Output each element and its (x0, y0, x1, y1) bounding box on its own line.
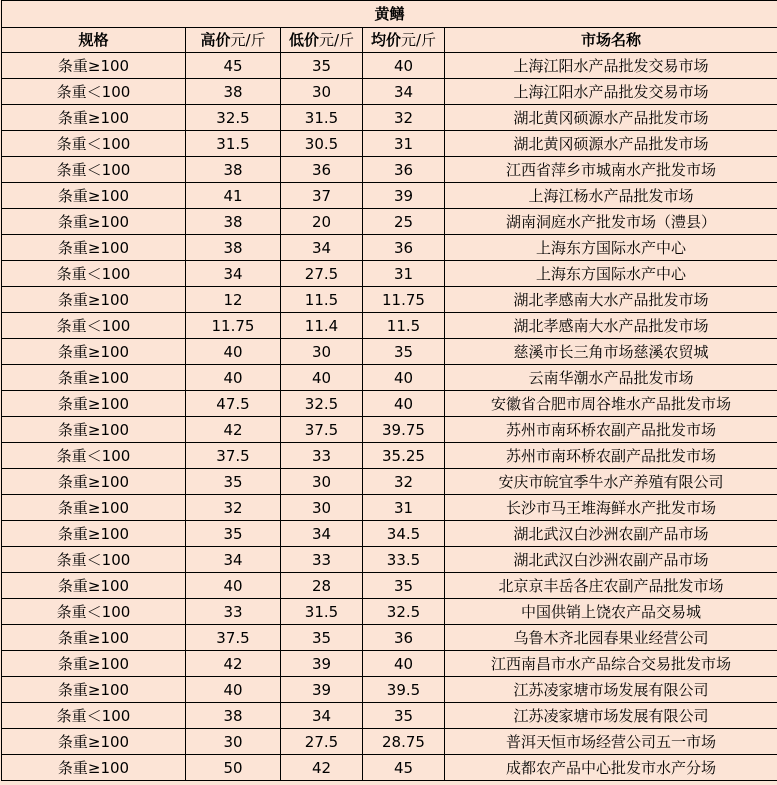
header-row (2, 28, 777, 53)
cell-avg: 25 (363, 209, 445, 235)
table-title: 黄鳝 (2, 1, 777, 28)
header-spec: 规格 (2, 28, 186, 53)
cell-high: 41 (186, 183, 281, 209)
table-row (2, 391, 777, 417)
cell-avg: 34 (363, 79, 445, 105)
cell-market: 慈溪市长三角市场慈溪农贸城 (445, 339, 777, 365)
cell-low: 11.5 (281, 287, 363, 313)
cell-market: 湖北孝感南大水产品批发市场 (445, 313, 777, 339)
cell-avg: 40 (363, 365, 445, 391)
cell-spec: 条重≥100 (2, 677, 186, 703)
cell-low: 34 (281, 521, 363, 547)
cell-avg: 33.5 (363, 547, 445, 573)
cell-spec: 条重≥100 (2, 287, 186, 313)
table-row (2, 157, 777, 183)
table-row (2, 521, 777, 547)
cell-low: 39 (281, 651, 363, 677)
table-row (2, 79, 777, 105)
cell-avg: 32 (363, 105, 445, 131)
cell-high: 38 (186, 79, 281, 105)
cell-avg: 36 (363, 625, 445, 651)
table-body (2, 53, 777, 781)
cell-market: 江西省萍乡市城南水产批发市场 (445, 157, 777, 183)
cell-spec: 条重＜100 (2, 261, 186, 287)
cell-avg: 40 (363, 651, 445, 677)
cell-market: 中国供销上饶农产品交易城 (445, 599, 777, 625)
cell-market: 湖北孝感南大水产品批发市场 (445, 287, 777, 313)
cell-market: 成都农产品中心批发市水产分场 (445, 755, 777, 781)
table-row (2, 287, 777, 313)
cell-market: 湖南洞庭水产批发市场（澧县） (445, 209, 777, 235)
table-row (2, 677, 777, 703)
cell-low: 36 (281, 157, 363, 183)
cell-avg: 34.5 (363, 521, 445, 547)
table-row (2, 651, 777, 677)
header-high (186, 28, 281, 53)
cell-high: 38 (186, 157, 281, 183)
table-row (2, 417, 777, 443)
cell-spec: 条重≥100 (2, 105, 186, 131)
table-row (2, 625, 777, 651)
cell-high: 38 (186, 703, 281, 729)
header-high-label: 高价 (200, 31, 231, 49)
cell-spec: 条重＜100 (2, 79, 186, 105)
cell-spec: 条重≥100 (2, 209, 186, 235)
cell-high: 35 (186, 469, 281, 495)
header-avg-label: 均价 (370, 31, 401, 49)
cell-avg: 31 (363, 495, 445, 521)
cell-low: 30.5 (281, 131, 363, 157)
cell-market: 湖北黄冈硕源水产品批发市场 (445, 105, 777, 131)
cell-market: 湖北黄冈硕源水产品批发市场 (445, 131, 777, 157)
table-row (2, 599, 777, 625)
cell-spec: 条重≥100 (2, 469, 186, 495)
cell-spec: 条重≥100 (2, 339, 186, 365)
cell-high: 11.75 (186, 313, 281, 339)
cell-market: 湖北武汉白沙洲农副产品市场 (445, 547, 777, 573)
cell-high: 32.5 (186, 105, 281, 131)
table-row (2, 53, 777, 79)
cell-high: 35 (186, 521, 281, 547)
table-row (2, 755, 777, 781)
cell-low: 39 (281, 677, 363, 703)
price-table (1, 0, 777, 781)
cell-market: 乌鲁木齐北园春果业经营公司 (445, 625, 777, 651)
cell-market: 上海东方国际水产中心 (445, 235, 777, 261)
cell-low: 31.5 (281, 599, 363, 625)
header-market: 市场名称 (445, 28, 777, 53)
cell-market: 江苏凌家塘市场发展有限公司 (445, 677, 777, 703)
cell-market: 上海江杨水产品批发市场 (445, 183, 777, 209)
table-row (2, 703, 777, 729)
cell-avg: 35 (363, 573, 445, 599)
table-row (2, 443, 777, 469)
cell-avg: 40 (363, 391, 445, 417)
cell-spec: 条重≥100 (2, 417, 186, 443)
cell-high: 50 (186, 755, 281, 781)
cell-high: 40 (186, 677, 281, 703)
table-row (2, 105, 777, 131)
cell-low: 33 (281, 443, 363, 469)
cell-avg: 11.5 (363, 313, 445, 339)
cell-low: 40 (281, 365, 363, 391)
cell-high: 37.5 (186, 625, 281, 651)
header-avg (363, 28, 445, 53)
cell-high: 47.5 (186, 391, 281, 417)
cell-market: 上海东方国际水产中心 (445, 261, 777, 287)
cell-market: 苏州市南环桥农副产品批发市场 (445, 443, 777, 469)
cell-spec: 条重≥100 (2, 495, 186, 521)
cell-spec: 条重≥100 (2, 651, 186, 677)
cell-low: 35 (281, 625, 363, 651)
cell-low: 37.5 (281, 417, 363, 443)
cell-high: 31.5 (186, 131, 281, 157)
cell-high: 42 (186, 651, 281, 677)
cell-avg: 32.5 (363, 599, 445, 625)
cell-low: 28 (281, 573, 363, 599)
cell-low: 34 (281, 703, 363, 729)
title-row (2, 1, 777, 28)
cell-market: 上海江阳水产品批发交易市场 (445, 79, 777, 105)
table-row (2, 547, 777, 573)
cell-high: 34 (186, 261, 281, 287)
cell-spec: 条重≥100 (2, 521, 186, 547)
cell-high: 37.5 (186, 443, 281, 469)
cell-spec: 条重≥100 (2, 365, 186, 391)
cell-market: 普洱天恒市场经营公司五一市场 (445, 729, 777, 755)
cell-high: 32 (186, 495, 281, 521)
cell-low: 27.5 (281, 261, 363, 287)
cell-low: 32.5 (281, 391, 363, 417)
cell-low: 30 (281, 79, 363, 105)
cell-spec: 条重＜100 (2, 443, 186, 469)
cell-market: 苏州市南环桥农副产品批发市场 (445, 417, 777, 443)
cell-avg: 31 (363, 131, 445, 157)
cell-high: 40 (186, 573, 281, 599)
cell-spec: 条重≥100 (2, 183, 186, 209)
cell-market: 江苏凌家塘市场发展有限公司 (445, 703, 777, 729)
header-low-unit: 元/斤 (318, 31, 355, 49)
table-row (2, 573, 777, 599)
cell-high: 33 (186, 599, 281, 625)
cell-spec: 条重＜100 (2, 157, 186, 183)
cell-low: 30 (281, 469, 363, 495)
cell-market: 江西南昌市水产品综合交易批发市场 (445, 651, 777, 677)
cell-avg: 39.75 (363, 417, 445, 443)
cell-market: 上海江阳水产品批发交易市场 (445, 53, 777, 79)
cell-spec: 条重≥100 (2, 755, 186, 781)
cell-low: 35 (281, 53, 363, 79)
table-row (2, 313, 777, 339)
cell-low: 20 (281, 209, 363, 235)
cell-spec: 条重≥100 (2, 729, 186, 755)
cell-high: 38 (186, 209, 281, 235)
cell-low: 42 (281, 755, 363, 781)
cell-spec: 条重＜100 (2, 131, 186, 157)
cell-low: 30 (281, 339, 363, 365)
cell-high: 34 (186, 547, 281, 573)
cell-low: 34 (281, 235, 363, 261)
table-row (2, 339, 777, 365)
cell-avg: 35 (363, 703, 445, 729)
header-avg-unit: 元/斤 (400, 31, 437, 49)
cell-market: 北京京丰岳各庄农副产品批发市场 (445, 573, 777, 599)
cell-low: 33 (281, 547, 363, 573)
cell-avg: 36 (363, 235, 445, 261)
cell-spec: 条重＜100 (2, 547, 186, 573)
cell-high: 38 (186, 235, 281, 261)
cell-avg: 28.75 (363, 729, 445, 755)
cell-avg: 40 (363, 53, 445, 79)
cell-market: 安庆市皖宜季牛水产养殖有限公司 (445, 469, 777, 495)
cell-spec: 条重≥100 (2, 391, 186, 417)
cell-high: 45 (186, 53, 281, 79)
table-row (2, 209, 777, 235)
cell-high: 42 (186, 417, 281, 443)
cell-low: 31.5 (281, 105, 363, 131)
cell-market: 长沙市马王堆海鲜水产批发市场 (445, 495, 777, 521)
cell-avg: 36 (363, 157, 445, 183)
cell-spec: 条重＜100 (2, 313, 186, 339)
cell-market: 安徽省合肥市周谷堆水产品批发市场 (445, 391, 777, 417)
cell-avg: 45 (363, 755, 445, 781)
table-row (2, 261, 777, 287)
cell-high: 40 (186, 365, 281, 391)
table-row (2, 365, 777, 391)
cell-high: 40 (186, 339, 281, 365)
cell-spec: 条重≥100 (2, 625, 186, 651)
cell-spec: 条重≥100 (2, 573, 186, 599)
header-high-unit: 元/斤 (230, 31, 266, 49)
cell-high: 30 (186, 729, 281, 755)
table-row (2, 131, 777, 157)
cell-low: 37 (281, 183, 363, 209)
header-low-label: 低价 (288, 31, 319, 49)
table-row (2, 729, 777, 755)
table-row (2, 235, 777, 261)
cell-low: 30 (281, 495, 363, 521)
table-row (2, 469, 777, 495)
cell-spec: 条重≥100 (2, 53, 186, 79)
cell-avg: 31 (363, 261, 445, 287)
cell-low: 27.5 (281, 729, 363, 755)
cell-market: 云南华潮水产品批发市场 (445, 365, 777, 391)
cell-low: 11.4 (281, 313, 363, 339)
cell-spec: 条重＜100 (2, 599, 186, 625)
cell-avg: 35.25 (363, 443, 445, 469)
cell-market: 湖北武汉白沙洲农副产品市场 (445, 521, 777, 547)
cell-spec: 条重＜100 (2, 703, 186, 729)
cell-avg: 39 (363, 183, 445, 209)
cell-avg: 32 (363, 469, 445, 495)
cell-spec: 条重≥100 (2, 235, 186, 261)
cell-avg: 39.5 (363, 677, 445, 703)
table-row (2, 495, 777, 521)
table-row (2, 183, 777, 209)
header-low (281, 28, 363, 53)
cell-high: 12 (186, 287, 281, 313)
cell-avg: 35 (363, 339, 445, 365)
cell-avg: 11.75 (363, 287, 445, 313)
